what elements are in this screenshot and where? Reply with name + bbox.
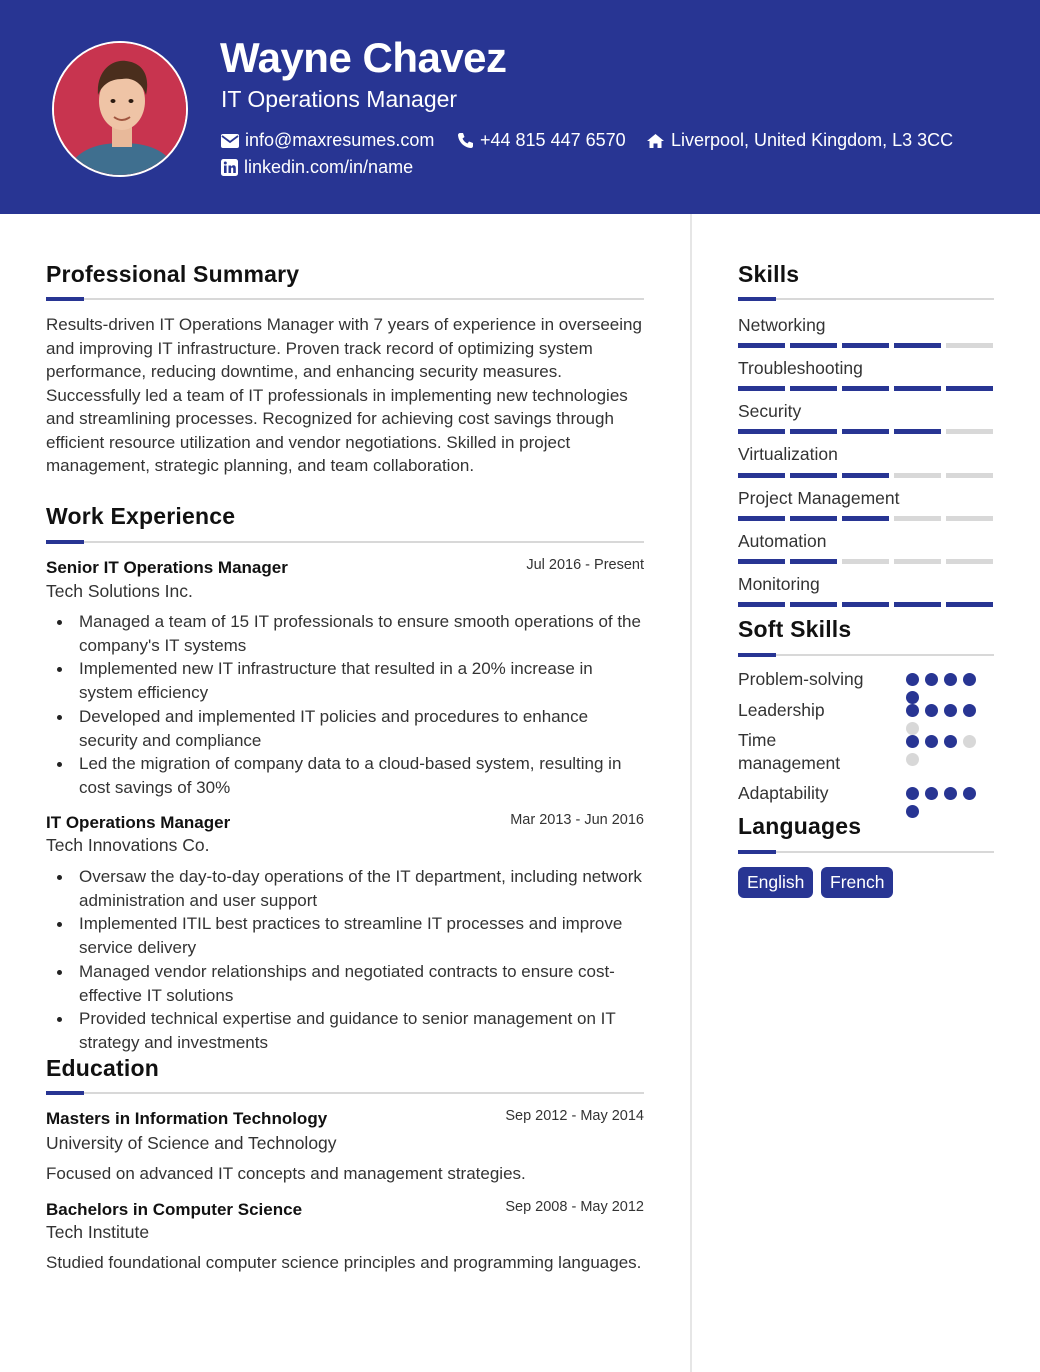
skill-level-segment <box>894 602 941 607</box>
skill-name: Security <box>738 401 802 421</box>
degree-title: Masters in Information Technology <box>46 1109 328 1128</box>
skill-level-segment <box>738 516 785 521</box>
languages-heading: Languages <box>738 813 862 839</box>
language-badge: English <box>738 867 813 898</box>
skill-level-segment <box>738 429 785 434</box>
soft-skill-name: Adaptability <box>738 783 829 803</box>
degree-dates: Sep 2012 - May 2014 <box>505 1108 644 1124</box>
linkedin-icon <box>221 159 238 176</box>
job-company: Tech Innovations Co. <box>46 835 210 855</box>
job-bullets <box>46 610 646 800</box>
languages-accent <box>738 850 776 854</box>
skill-name: Virtualization <box>738 444 838 464</box>
rating-dot <box>925 704 938 717</box>
list-item: Developed and implemented IT policies and procedures to enhance security and compliance <box>46 705 646 752</box>
summary-accent <box>46 297 84 301</box>
skill-level-segment <box>790 602 837 607</box>
rating-dot <box>925 787 938 800</box>
job-bullets <box>46 865 646 1055</box>
experience-accent <box>46 540 84 544</box>
skill-level-bar <box>738 559 993 564</box>
skill-name: Monitoring <box>738 574 820 594</box>
skill-level-segment <box>790 473 837 478</box>
contact-phone[interactable] <box>457 130 626 151</box>
rating-dot <box>944 735 957 748</box>
email-text: info@maxresumes.com <box>245 130 435 150</box>
soft-skills-heading: Soft Skills <box>738 616 852 642</box>
soft-skill-name: Problem-solving <box>738 669 864 689</box>
skill-level-segment <box>790 386 837 391</box>
rating-dot <box>906 691 919 704</box>
list-item: Implemented ITIL best practices to streamline IT processes and improve service delivery <box>46 912 646 959</box>
skill-level-segment <box>738 343 785 348</box>
rating-dot <box>944 704 957 717</box>
soft-skill-dots <box>906 735 984 766</box>
skill-level-bar <box>738 602 993 607</box>
skills-rule <box>738 298 994 300</box>
skill-level-bar <box>738 516 993 521</box>
education-accent <box>46 1091 84 1095</box>
skill-level-bar <box>738 386 993 391</box>
skill-level-segment <box>894 343 941 348</box>
candidate-name: Wayne Chavez <box>220 34 507 81</box>
rating-dot <box>963 787 976 800</box>
rating-dot <box>906 722 919 735</box>
skill-level-segment <box>738 473 785 478</box>
job-title: Senior IT Operations Manager <box>46 558 288 577</box>
skill-level-segment <box>946 343 993 348</box>
soft-skill-dots <box>906 787 984 818</box>
rating-dot <box>925 735 938 748</box>
skills-heading: Skills <box>738 261 800 287</box>
soft-skills-rule <box>738 654 994 656</box>
skill-level-segment <box>790 559 837 564</box>
experience-rule <box>46 541 644 543</box>
skill-level-segment <box>790 429 837 434</box>
location-text: Liverpool, United Kingdom, L3 3CC <box>671 130 954 150</box>
skill-level-segment <box>842 343 889 348</box>
phone-text: +44 815 447 6570 <box>480 130 626 150</box>
summary-text: Results-driven IT Operations Manager with 7 years of experience in overseeing and improving IT infrastructure. Proven track record of optimizing system performance, reducing downtime, and enhancing security measures. Successfully led a team of IT professionals in implementing new technologies and streamlining processes. Recognized for achieving cost savings through efficient resource utilization and vendor negotiations. Skilled in project management, strategic planning, and team collaboration. <box>46 315 642 475</box>
skill-level-segment <box>842 473 889 478</box>
job-company: Tech Solutions Inc. <box>46 581 193 601</box>
soft-skill-name: Time management <box>738 730 841 773</box>
skill-level-segment <box>842 559 889 564</box>
school-name: Tech Institute <box>46 1222 150 1242</box>
rating-dot <box>963 704 976 717</box>
skill-level-segment <box>894 386 941 391</box>
rating-dot <box>906 753 919 766</box>
skill-level-segment <box>738 559 785 564</box>
candidate-role: IT Operations Manager <box>221 86 458 112</box>
person-avatar-icon <box>54 43 188 177</box>
experience-heading: Work Experience <box>46 503 236 529</box>
rating-dot <box>906 704 919 717</box>
education-heading: Education <box>46 1055 159 1081</box>
summary-heading: Professional Summary <box>46 261 300 287</box>
skill-level-segment <box>946 386 993 391</box>
job-dates: Mar 2013 - Jun 2016 <box>510 812 644 828</box>
skill-level-segment <box>790 516 837 521</box>
degree-description: Focused on advanced IT concepts and management strategies. <box>46 1164 526 1183</box>
phone-icon <box>457 132 474 149</box>
skill-level-bar <box>738 343 993 348</box>
skill-name: Project Management <box>738 488 900 508</box>
soft-skill-name: Leadership <box>738 700 825 720</box>
rating-dot <box>906 787 919 800</box>
skill-level-segment <box>842 516 889 521</box>
rating-dot <box>925 673 938 686</box>
skill-name: Troubleshooting <box>738 358 863 378</box>
skill-level-segment <box>946 559 993 564</box>
skill-name: Networking <box>738 315 826 335</box>
skill-level-segment <box>790 343 837 348</box>
education-rule <box>46 1092 644 1094</box>
resume-header <box>0 0 1040 214</box>
skill-level-segment <box>946 429 993 434</box>
soft-skill-dots <box>906 704 984 735</box>
list-item: Oversaw the day-to-day operations of the IT department, including network administration and user support <box>46 865 646 912</box>
skill-level-bar <box>738 473 993 478</box>
skill-name: Automation <box>738 531 827 551</box>
skill-level-bar <box>738 429 993 434</box>
rating-dot <box>963 673 976 686</box>
degree-title: Bachelors in Computer Science <box>46 1200 303 1219</box>
skill-level-segment <box>842 429 889 434</box>
school-name: University of Science and Technology <box>46 1133 337 1153</box>
soft-skill-dots <box>906 673 984 704</box>
soft-skills-accent <box>738 653 776 657</box>
skill-level-segment <box>738 386 785 391</box>
rating-dot <box>906 735 919 748</box>
skill-level-segment <box>738 602 785 607</box>
skill-level-segment <box>894 473 941 478</box>
rating-dot <box>944 673 957 686</box>
job-dates: Jul 2016 - Present <box>526 557 644 573</box>
rating-dot <box>906 673 919 686</box>
linkedin-text: linkedin.com/in/name <box>244 157 414 177</box>
degree-description: Studied foundational computer science principles and programming languages. <box>46 1253 642 1272</box>
skill-level-segment <box>842 386 889 391</box>
skill-level-segment <box>946 602 993 607</box>
column-divider <box>690 214 692 1372</box>
skill-level-segment <box>894 516 941 521</box>
skills-accent <box>738 297 776 301</box>
degree-dates: Sep 2008 - May 2012 <box>505 1199 644 1215</box>
envelope-icon <box>221 134 239 148</box>
job-title: IT Operations Manager <box>46 813 231 832</box>
list-item: Managed a team of 15 IT professionals to ensure smooth operations of the company's IT systems <box>46 610 646 657</box>
skill-level-segment <box>946 516 993 521</box>
rating-dot <box>906 805 919 818</box>
summary-rule <box>46 298 644 300</box>
skill-level-segment <box>894 429 941 434</box>
skill-level-segment <box>842 602 889 607</box>
contact-email[interactable] <box>221 130 434 151</box>
list-item: Led the migration of company data to a cloud-based system, resulting in cost savings of 30% <box>46 752 646 799</box>
profile-photo <box>52 41 188 177</box>
rating-dot <box>944 787 957 800</box>
home-icon <box>646 133 665 149</box>
contact-location <box>646 130 953 151</box>
list-item: Provided technical expertise and guidance to senior management on IT strategy and investments <box>46 1007 646 1054</box>
language-badge: French <box>821 867 893 898</box>
contact-linkedin[interactable] <box>221 157 413 178</box>
languages-rule <box>738 851 994 853</box>
list-item: Implemented new IT infrastructure that resulted in a 20% increase in system efficiency <box>46 657 646 704</box>
skill-level-segment <box>946 473 993 478</box>
skill-level-segment <box>894 559 941 564</box>
rating-dot <box>963 735 976 748</box>
list-item: Managed vendor relationships and negotiated contracts to ensure cost-effective IT solutions <box>46 960 646 1007</box>
